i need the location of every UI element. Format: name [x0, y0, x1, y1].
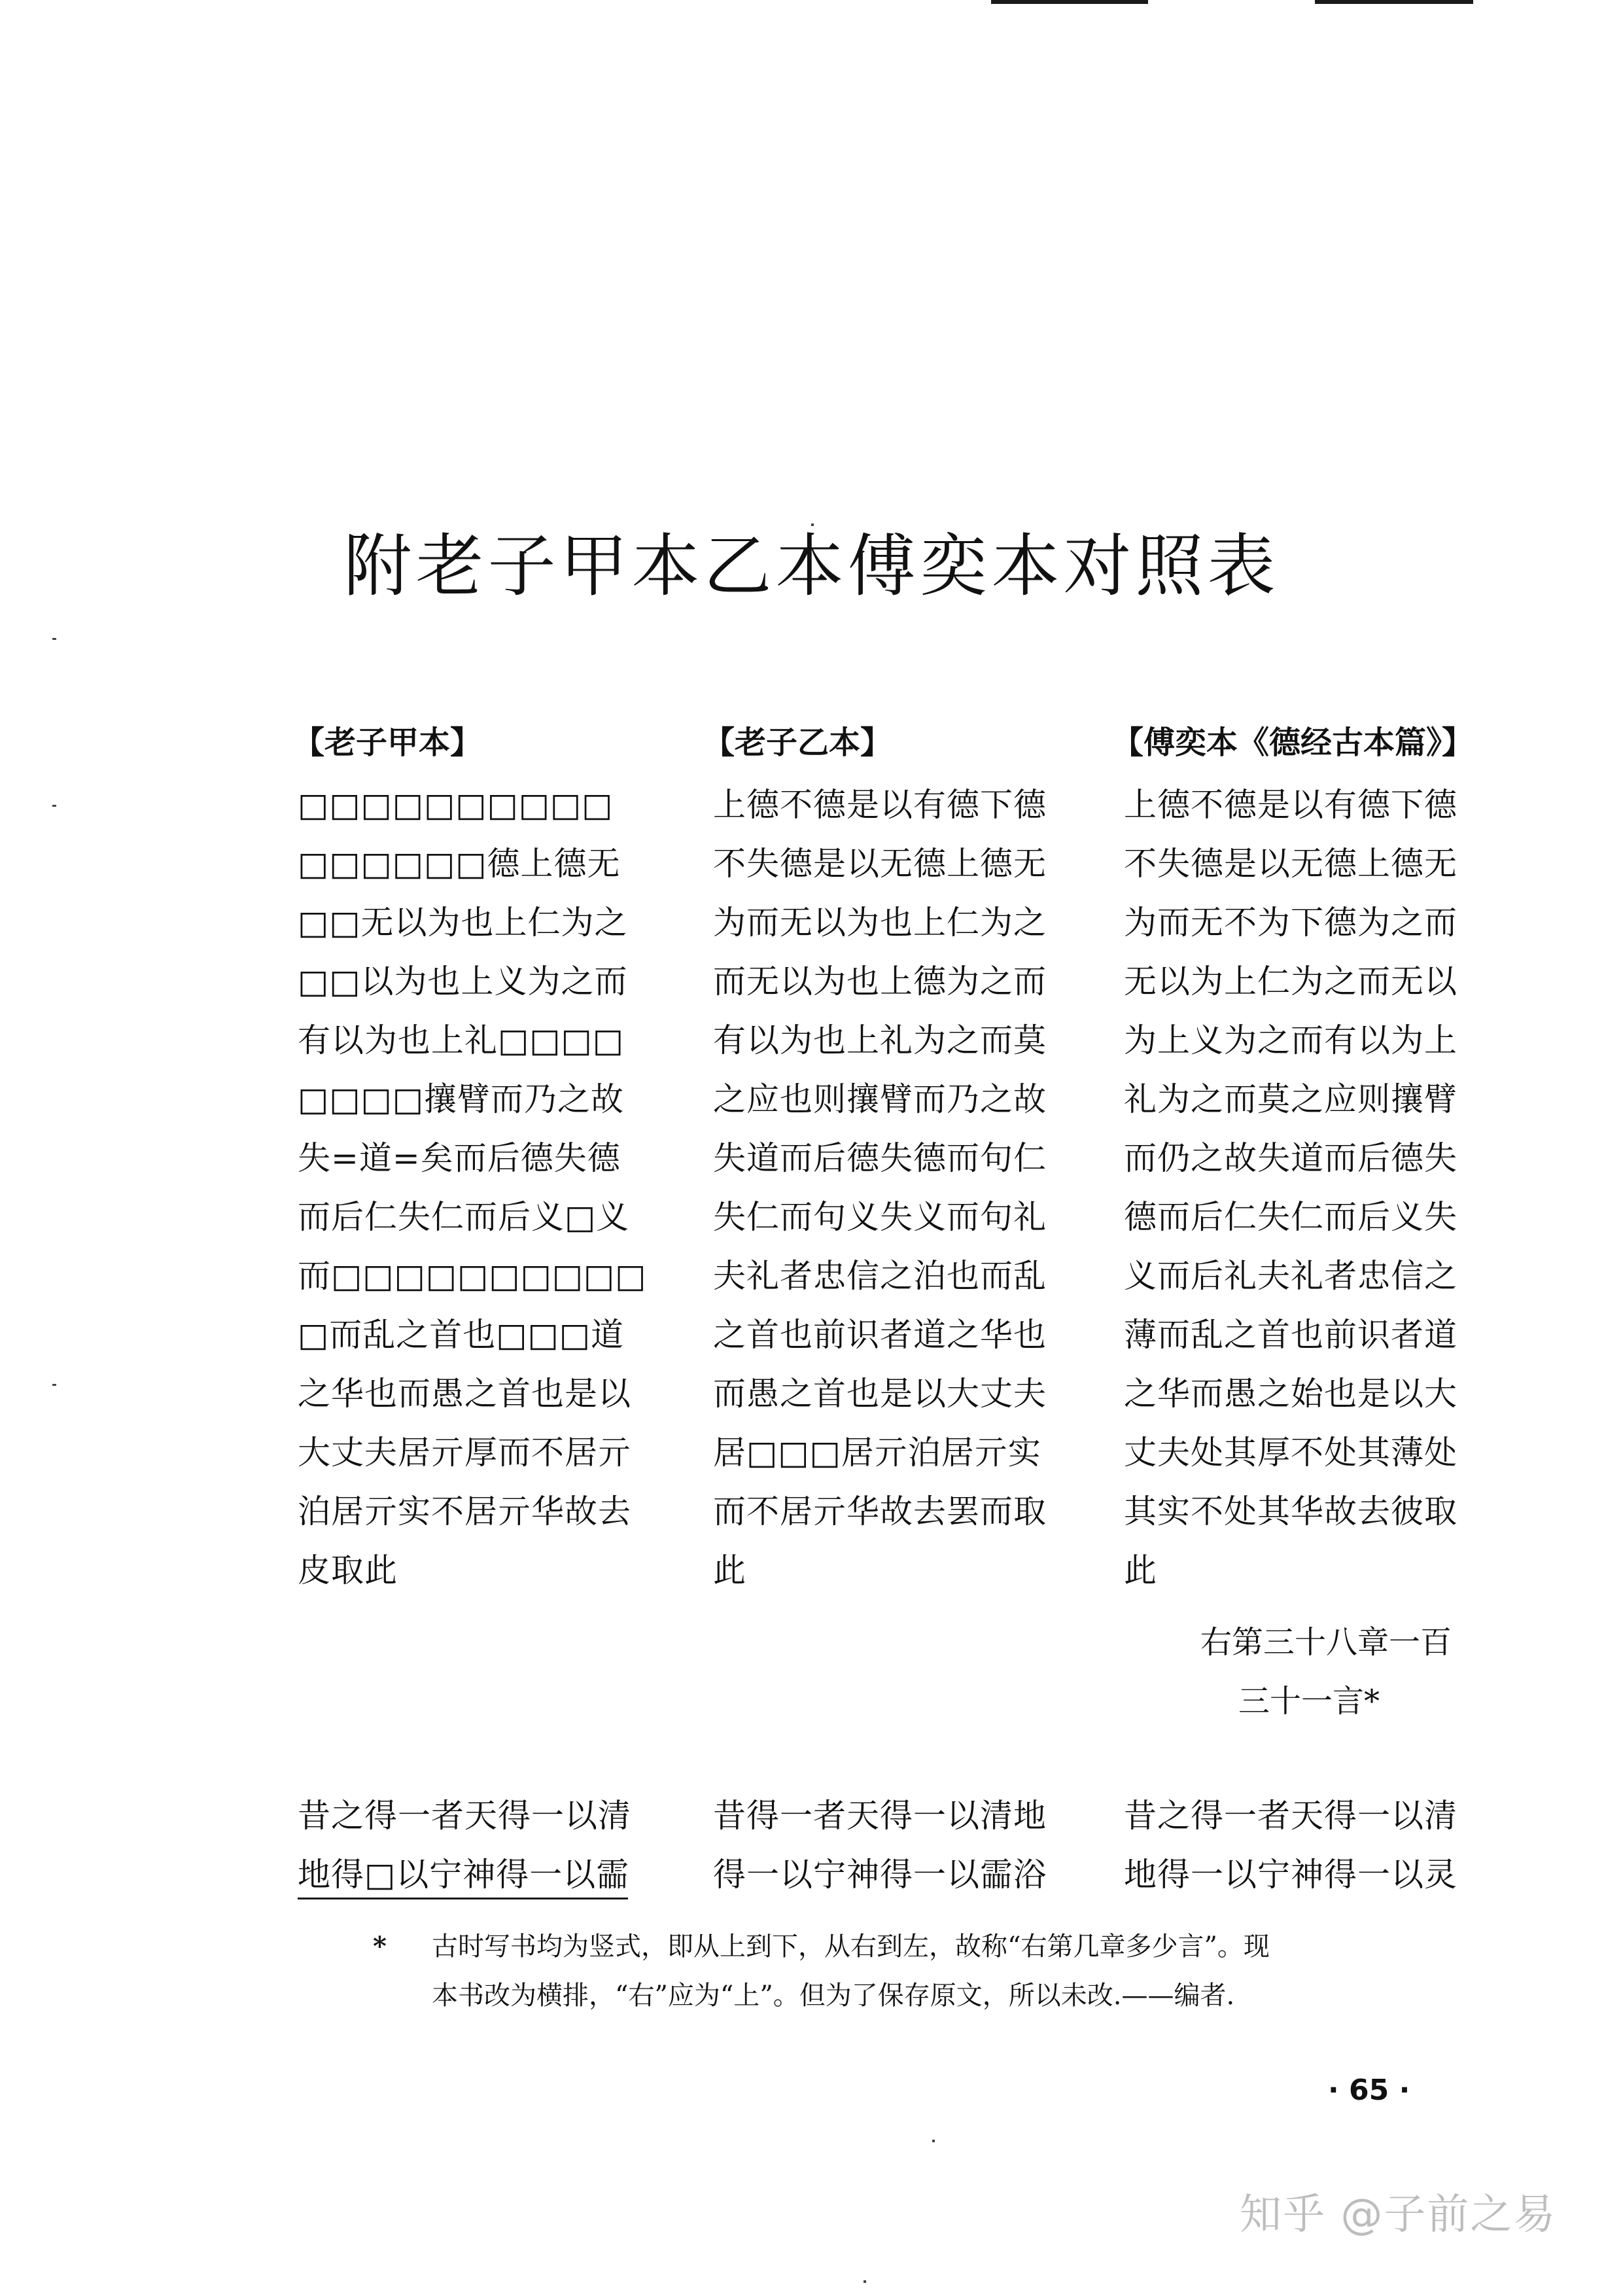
text-line: 而后仁失仁而后义□义	[298, 1198, 630, 1236]
text-line: □而乱之首也□□□道	[298, 1316, 624, 1354]
footnote-divider	[298, 1898, 628, 1899]
text-line: 昔之得一者天得一以清	[298, 1797, 631, 1835]
scan-speck	[52, 805, 56, 807]
text-line: 上德不德是以有德下德	[713, 786, 1047, 824]
text-line: 之华也而愚之首也是以	[298, 1375, 631, 1413]
column-heading-yi: 【老子乙本】	[703, 724, 892, 761]
text-line: 无以为上仁为之而无以	[1124, 963, 1457, 1000]
text-line: 此	[1124, 1551, 1157, 1589]
text-line: 之应也则攘臂而乃之故	[713, 1080, 1047, 1118]
column-fuyi-block2	[1124, 1786, 1516, 1904]
scan-speck	[932, 2140, 935, 2142]
chapter-note-line: 三十一言*	[1238, 1683, 1380, 1720]
text-line: 有以为也上礼□□□□	[298, 1021, 624, 1059]
text-line: □□□□□□德上德无	[298, 845, 621, 883]
text-line: 不失德是以无德上德无	[713, 845, 1047, 883]
text-line: 之华而愚之始也是以大	[1124, 1375, 1457, 1413]
column-jia-text	[298, 775, 690, 1600]
footnote-line: 古时写书均为竖式，即从上到下，从右到左，故称“右第几章多少言”。现	[432, 1932, 1270, 1962]
watermark: 知乎 @子前之易	[1240, 2191, 1557, 2239]
text-line: 而不居亓华故去罢而取	[713, 1492, 1047, 1530]
chapter-note-line: 右第三十八章一百	[1200, 1624, 1452, 1661]
column-fuyi-text	[1124, 775, 1516, 1600]
scan-speck	[811, 523, 814, 526]
text-line: 有以为也上礼为之而莫	[713, 1021, 1047, 1059]
text-line: 薄而乱之首也前识者道	[1124, 1316, 1457, 1354]
column-yi-block2	[713, 1786, 1106, 1904]
text-line: 为而无不为下德为之而	[1124, 904, 1457, 942]
text-line: □□以为也上义为之而	[298, 963, 628, 1000]
text-line: 礼为之而莫之应则攘臂	[1124, 1080, 1457, 1118]
footnote-line: 本书改为横排，“右”应为“上”。但为了保存原文，所以未改.——编者.	[432, 1981, 1235, 2011]
text-line: 而愚之首也是以大丈夫	[713, 1375, 1047, 1413]
text-line: 居□□□居亓泊居亓实	[713, 1434, 1041, 1472]
top-rule-right	[1315, 0, 1473, 4]
column-heading-jia: 【老子甲本】	[293, 724, 482, 761]
text-line: □□□□攘臂而乃之故	[298, 1080, 624, 1118]
text-line: 大丈夫居亓厚而不居亓	[298, 1434, 631, 1472]
text-line: 上德不德是以有德下德	[1124, 786, 1457, 824]
text-line: 地得一以宁神得一以灵	[1124, 1856, 1457, 1894]
text-line: 失=道=矣而后德失德	[298, 1139, 621, 1177]
scan-speck	[52, 1384, 56, 1386]
top-rule-left	[991, 0, 1148, 4]
text-line: 夫礼者忠信之泊也而乱	[713, 1257, 1047, 1295]
text-line: 而仍之故失道而后德失	[1124, 1139, 1457, 1177]
text-line: 地得□以宁神得一以霝	[298, 1856, 630, 1894]
text-line: 而无以为也上德为之而	[713, 963, 1047, 1000]
text-line: 不失德是以无德上德无	[1124, 845, 1457, 883]
text-line: 而□□□□□□□□□□	[298, 1257, 647, 1295]
footnote-mark: *	[373, 1931, 387, 1962]
text-line: 为上义为之而有以为上	[1124, 1021, 1457, 1059]
text-line: 泊居亓实不居亓华故去	[298, 1492, 631, 1530]
text-line: 此	[713, 1551, 746, 1589]
column-jia-block2	[298, 1786, 690, 1904]
page-title: 附老子甲本乙本傅奕本对照表	[343, 526, 1280, 606]
column-heading-fuyi: 【傅奕本《德经古本篇》】	[1112, 724, 1474, 761]
text-line: 为而无以为也上仁为之	[713, 904, 1047, 942]
text-line: 昔得一者天得一以清地	[713, 1797, 1047, 1835]
text-line: 其实不处其华故去彼取	[1124, 1492, 1457, 1530]
scan-speck	[52, 638, 56, 640]
text-line: 得一以宁神得一以霝浴	[713, 1856, 1047, 1894]
text-line: 丈夫处其厚不处其薄处	[1124, 1434, 1457, 1472]
scan-speck	[864, 2280, 866, 2283]
text-line: 义而后礼夫礼者忠信之	[1124, 1257, 1457, 1295]
text-line: 德而后仁失仁而后义失	[1124, 1198, 1457, 1236]
page-number: · 65 ·	[1328, 2074, 1410, 2107]
text-line: 失道而后德失德而句仁	[713, 1139, 1047, 1177]
text-line: 皮取此	[298, 1551, 398, 1589]
text-line: 昔之得一者天得一以清	[1124, 1797, 1457, 1835]
text-line: 之首也前识者道之华也	[713, 1316, 1047, 1354]
column-yi-text	[713, 775, 1106, 1600]
text-line: 失仁而句义失义而句礼	[713, 1198, 1047, 1236]
text-line: □□□□□□□□□□	[298, 786, 614, 824]
text-line: □□无以为也上仁为之	[298, 904, 628, 942]
